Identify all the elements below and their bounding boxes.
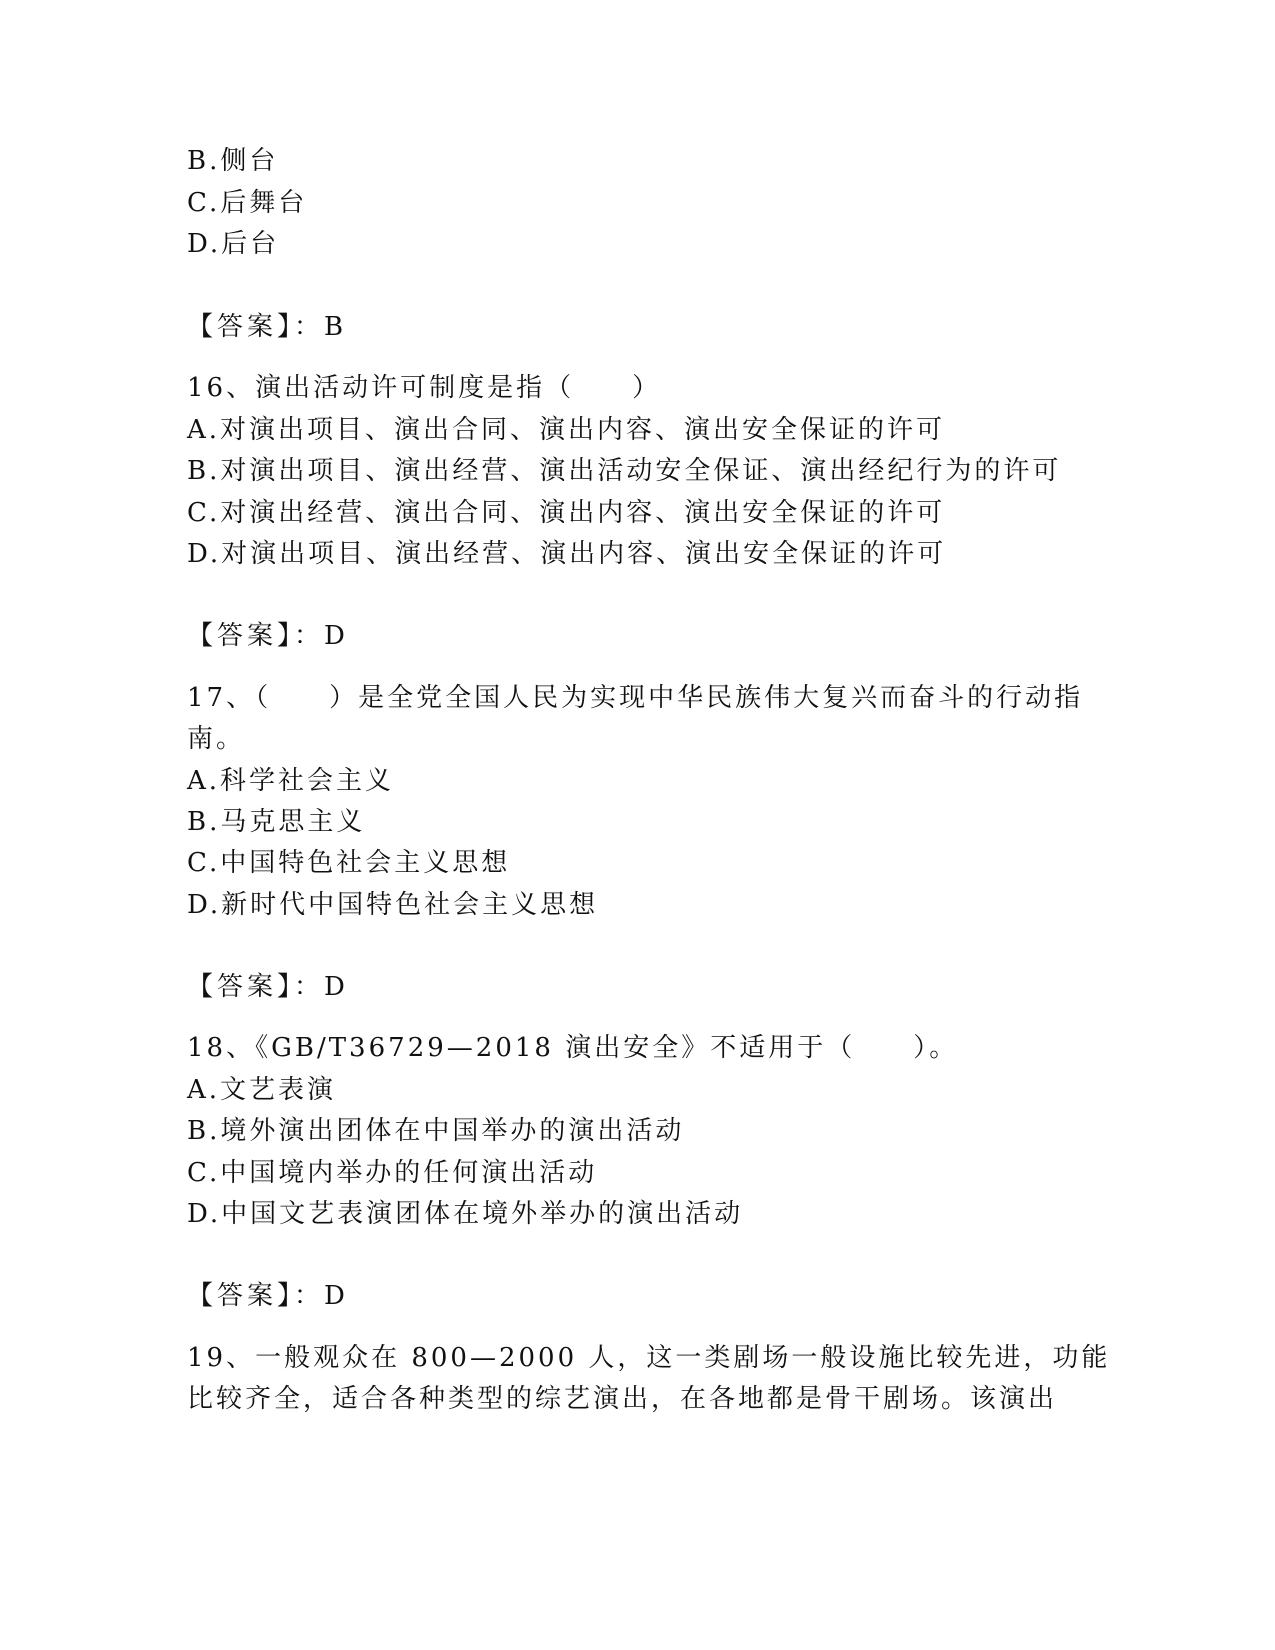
q17-stem: 17、（ ）是全党全国人民为实现中华民族伟大复兴而奋斗的行动指 bbox=[187, 683, 1084, 713]
q16-option-d: D.对演出项目、演出经营、演出内容、演出安全保证的许可 bbox=[187, 539, 947, 569]
q18-option-d: D.中国文艺表演团体在境外举办的演出活动 bbox=[187, 1199, 744, 1229]
q18-option-a: A.文艺表演 bbox=[187, 1075, 337, 1105]
q19-stem: 19、一般观众在 800—2000 人，这一类剧场一般设施比较先进，功能 bbox=[187, 1343, 1111, 1373]
q16-option-a: A.对演出项目、演出合同、演出内容、演出安全保证的许可 bbox=[187, 415, 946, 445]
q18-option-b: B.境外演出团体在中国举办的演出活动 bbox=[187, 1116, 685, 1146]
q15-option-d: D.后台 bbox=[187, 229, 280, 259]
q16-option-c: C.对演出经营、演出合同、演出内容、演出安全保证的许可 bbox=[187, 498, 946, 528]
q15-option-b: B.侧台 bbox=[187, 146, 279, 176]
q16-stem: 16、演出活动许可制度是指（ ） bbox=[187, 373, 662, 403]
q18-answer: 【答案】：D bbox=[187, 1281, 349, 1311]
q18-stem: 18、《GB/T36729—2018 演出安全》不适用于（ ）。 bbox=[187, 1033, 959, 1063]
q17-option-d: D.新时代中国特色社会主义思想 bbox=[187, 890, 599, 920]
q16-answer: 【答案】：D bbox=[187, 621, 349, 651]
q17-option-b: B.马克思主义 bbox=[187, 807, 366, 837]
q17-option-c: C.中国特色社会主义思想 bbox=[187, 848, 511, 878]
q15-option-c: C.后舞台 bbox=[187, 188, 308, 218]
q18-option-c: C.中国境内举办的任何演出活动 bbox=[187, 1158, 598, 1188]
q17-stem-continued: 南。 bbox=[187, 724, 246, 754]
q17-answer: 【答案】：D bbox=[187, 972, 349, 1002]
q15-answer: 【答案】：B bbox=[187, 312, 348, 342]
q16-option-b: B.对演出项目、演出经营、演出活动安全保证、演出经纪行为的许可 bbox=[187, 456, 1062, 486]
q17-option-a: A.科学社会主义 bbox=[187, 766, 395, 796]
q19-stem-continued: 比较齐全，适合各种类型的综艺演出，在各地都是骨干剧场。该演出 bbox=[187, 1384, 1058, 1414]
